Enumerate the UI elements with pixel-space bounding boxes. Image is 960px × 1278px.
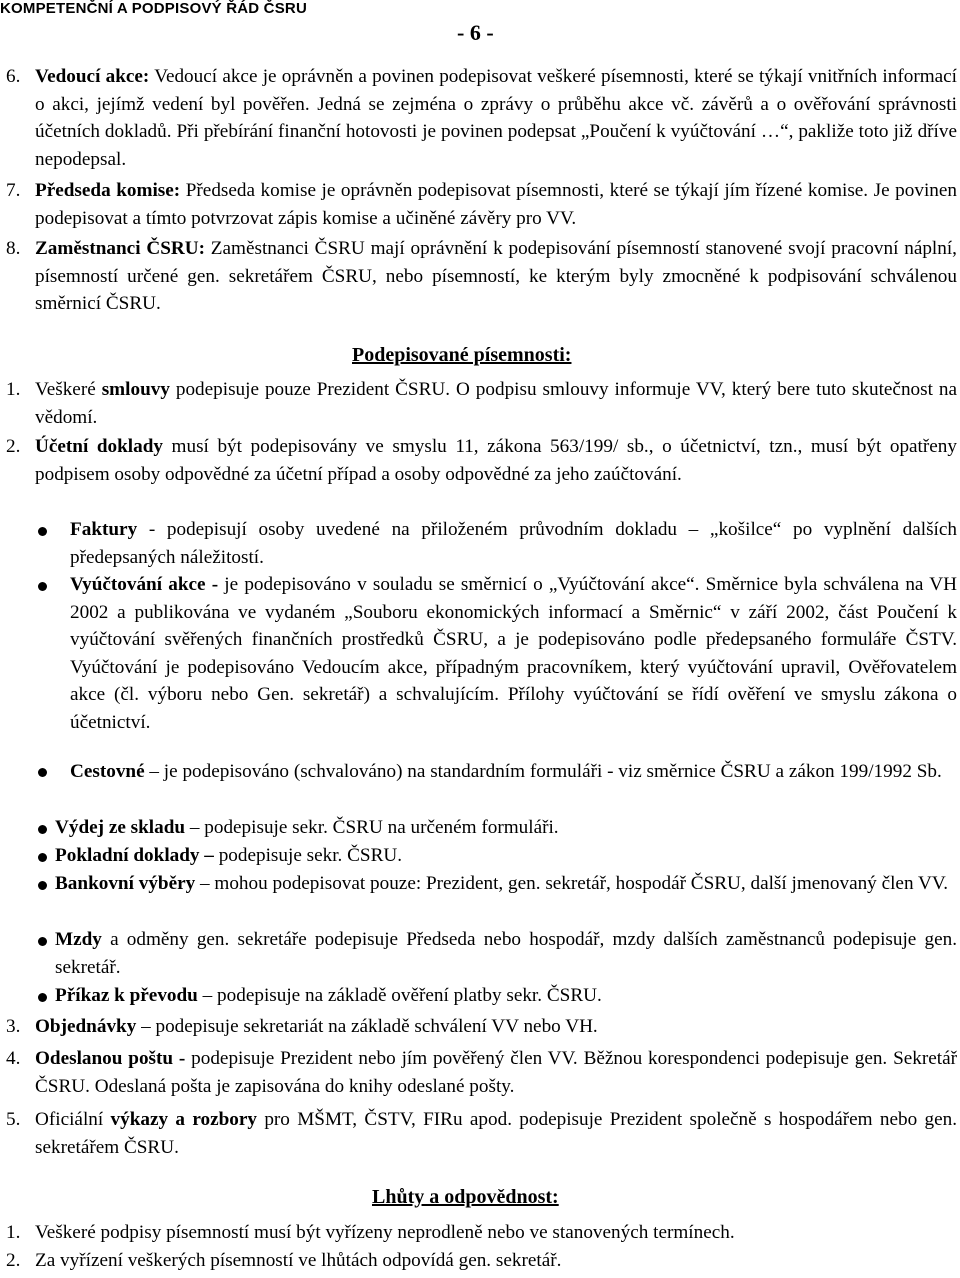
item-number: 8. xyxy=(6,238,21,259)
item-text: Zaměstnanci ČSRU mají oprávnění k podepisování písemností stanovené svojí pracovní náplní, písemností určené gen. sekretářem ČSRU, nebo písemností, ke kterým byly zmocněné k podpisování schválenou směrnicí ČSRU. xyxy=(35,238,957,315)
item-odeslana-posta xyxy=(35,1045,957,1100)
bullet-icon xyxy=(38,768,47,777)
item-label: Faktury xyxy=(70,519,138,540)
item-label: smlouvy xyxy=(101,379,170,400)
bullet-icon xyxy=(38,825,47,834)
item-text: podepisuje sekr. ČSRU. xyxy=(213,845,403,866)
item-label: Vedoucí akce: xyxy=(35,66,150,87)
item-label: Cestovné xyxy=(70,761,145,782)
item-text-pre: Veškeré xyxy=(35,379,102,400)
item-label: Zaměstnanci ČSRU: xyxy=(35,238,205,259)
item-text: a odměny gen. sekretáře podepisuje Předseda nebo hospodář, mzdy dalších zaměstnanců podepisuje gen. sekretář. xyxy=(55,929,957,978)
item-number: 7. xyxy=(6,180,21,201)
item-text: Předseda komise je oprávněn podepisovat písemnosti, které se týkají jím řízené komise. Je povinen podepisovat a tímto potvrzovat zápis komise a učiněné závěry pro VV. xyxy=(35,180,957,229)
item-text: – podepisuje na základě ověření platby sekr. ČSRU. xyxy=(197,985,602,1006)
item-objednavky xyxy=(35,1013,598,1041)
item-label: Bankovní výběry xyxy=(55,873,196,894)
item-number: 1. xyxy=(6,379,21,400)
bullet-icon xyxy=(38,937,47,946)
item-text: musí být podepisovány ve smyslu 11, zákona 563/199/ sb., o účetnictví, tzn., musí být opatřeny podpisem osoby odpovědné za účetní případ a osoby odpovědné za jeho zaúčtování. xyxy=(35,436,957,485)
item-label: Účetní doklady xyxy=(35,436,163,457)
section-heading-signed-documents: Podepisované písemnosti: xyxy=(352,344,572,366)
item-text: Vedoucí akce je oprávněn a povinen podepisovat veškeré písemnosti, které se týkají vnitřních informací o akci, jejímž vedení byl pověřen. Jedná se zejména o zprávy o průběhu akce vč. závěrů a o ověřování správnosti účetních dokladů. Při přebírání finanční hotovosti je povinen podepsat „Poučení k vyúčtování …“, pakliže toto již dříve nepodepsal. xyxy=(35,66,957,170)
bullet-cestovne xyxy=(70,758,957,786)
item-smlouvy xyxy=(35,376,957,431)
document-header-title: KOMPETENČNÍ A PODPISOVÝ ŘÁD ČSRU xyxy=(0,0,307,17)
item-text-pre: Oficiální xyxy=(35,1109,111,1130)
item-number: 3. xyxy=(6,1016,21,1037)
item-label: Odeslanou poštu - xyxy=(35,1048,186,1069)
bullet-icon xyxy=(38,881,47,890)
item-number: 6. xyxy=(6,66,21,87)
bullet-vyuctovani-akce xyxy=(70,571,957,737)
item-text: – mohou podepisovat pouze: Prezident, gen. sekretář, hospodář ČSRU, další jmenovaný člen VV. xyxy=(195,873,949,894)
item-lhuty-2: Za vyřízení veškerých písemností ve lhůtách odpovídá gen. sekretář. xyxy=(35,1250,562,1271)
item-vykazy-rozbory xyxy=(35,1106,957,1161)
item-label: Mzdy xyxy=(55,929,102,950)
item-number: 1. xyxy=(6,1222,21,1243)
item-label: Pokladní doklady – xyxy=(55,845,214,866)
page-number: - 6 - xyxy=(457,20,494,45)
bullet-mzdy xyxy=(55,926,957,981)
item-text: je podepisováno v souladu se směrnicí o „Vyúčtování akce“. Směrnice byla schválena na VH 2002 a publikována ve vydaném „Souboru ekonomických informací a Směrnic“ v září 2002, část Poučení k vyúčtování svěřených finančních prostředků ČSRU, a je podepisováno podle předepsaného formuláře ČSTV. Vyúčtování je podepisováno Vedoucím akce, případným pracovníkem, který vyúčtování upravil, Ověřovatelem akce (čl. výboru nebo Gen. sekretář) a schvalujícím. Přílohy vyúčtování se řídí ověření ve smyslu zákona o účetnictví. xyxy=(70,574,957,733)
item-label: Objednávky xyxy=(35,1016,137,1037)
item-predseda-komise xyxy=(35,177,957,232)
item-text: pro MŠMT, ČSTV, FIRu apod. podepisuje Prezident společně s hospodářem nebo gen. sekretářem ČSRU. xyxy=(35,1109,958,1158)
bullet-bankovni-vybery xyxy=(55,870,957,898)
item-number: 2. xyxy=(6,1250,21,1271)
item-ucetni-doklady xyxy=(35,433,957,488)
item-zamestnanci xyxy=(35,235,957,318)
bullet-icon xyxy=(38,853,47,862)
item-text: podepisuje Prezident nebo jím pověřený člen VV. Běžnou korespondenci podepisuje gen. Sekretář ČSRU. Odeslaná pošta je zapisována do knihy odeslané pošty. xyxy=(35,1048,957,1097)
item-label: Výdej ze skladu xyxy=(55,817,186,838)
item-number: 4. xyxy=(6,1048,21,1069)
item-number: 5. xyxy=(6,1109,21,1130)
bullet-pokladni-doklady xyxy=(55,842,402,870)
section-heading-deadlines: Lhůty a odpovědnost: xyxy=(372,1186,559,1208)
item-label: Předseda komise: xyxy=(35,180,181,201)
bullet-prikaz-k-prevodu xyxy=(55,982,602,1010)
bullet-vydej-ze-skladu xyxy=(55,814,559,842)
item-label: Vyúčtování akce - xyxy=(70,574,219,595)
bullet-icon xyxy=(38,582,47,591)
item-label: Příkaz k převodu xyxy=(55,985,198,1006)
item-text: podepisuje pouze Prezident ČSRU. O podpisu smlouvy informuje VV, který bere tuto skutečnost na vědomí. xyxy=(35,379,957,428)
bullet-icon xyxy=(38,527,47,536)
item-label: výkazy a rozbory xyxy=(110,1109,257,1130)
item-vedouci-akce xyxy=(35,63,957,173)
item-text: – podepisuje sekretariát na základě schválení VV nebo VH. xyxy=(136,1016,598,1037)
item-text: – je podepisováno (schvalováno) na standardním formuláři - viz směrnice ČSRU a zákon 199/1992 Sb. xyxy=(144,761,942,782)
item-lhuty-1: Veškeré podpisy písemností musí být vyřízeny neprodleně nebo ve stanovených termínech. xyxy=(35,1222,735,1243)
item-number: 2. xyxy=(6,436,21,457)
item-text: – podepisuje sekr. ČSRU na určeném formuláři. xyxy=(185,817,559,838)
bullet-faktury xyxy=(70,516,957,571)
bullet-icon xyxy=(38,993,47,1002)
item-text: - podepisují osoby uvedené na přiloženém průvodním dokladu – „košilce“ po vyplnění dalších předepsaných náležitostí. xyxy=(70,519,957,568)
